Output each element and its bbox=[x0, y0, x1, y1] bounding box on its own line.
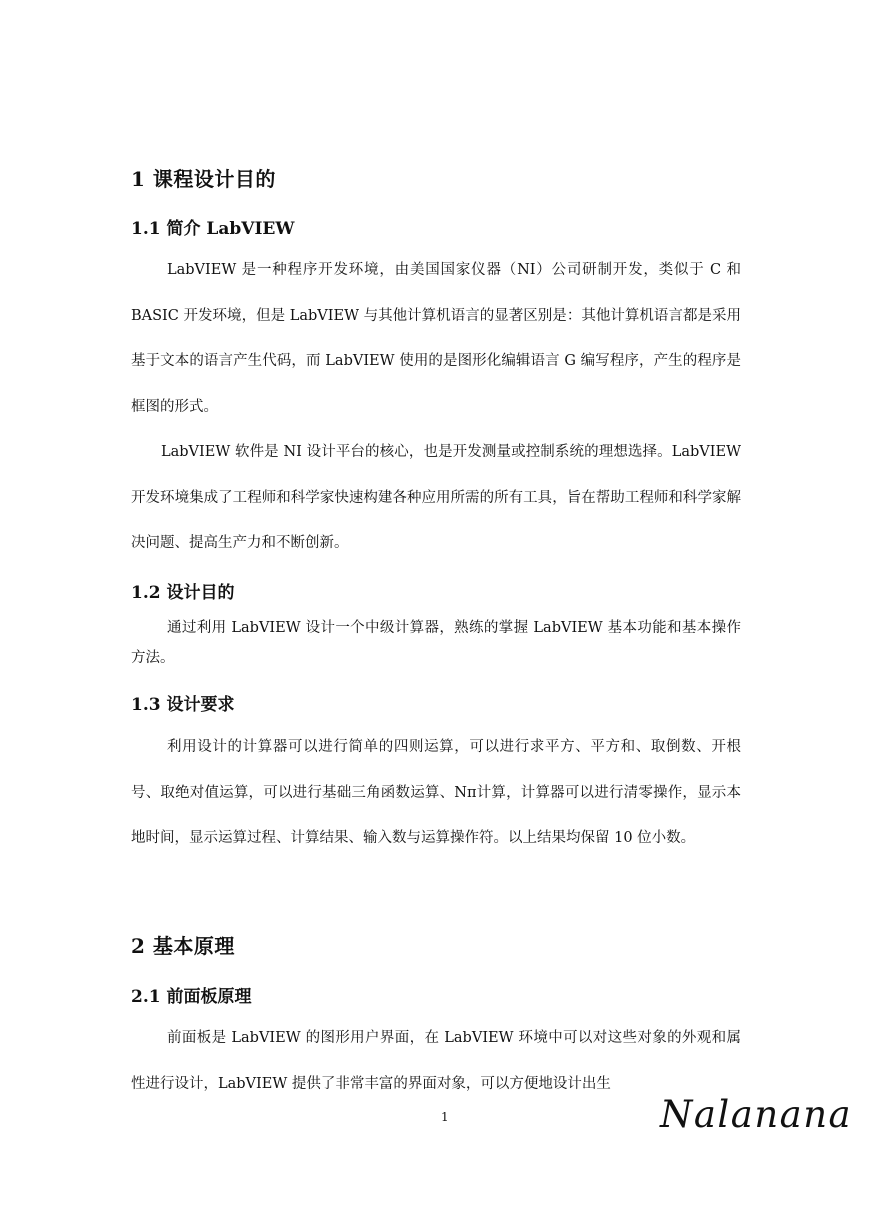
watermark-signature: Nalanana bbox=[660, 1093, 853, 1136]
section-1-1-paragraph-2: LabVIEW 软件是 NI 设计平台的核心，也是开发测量或控制系统的理想选择。LabVIEW 开发环境集成了工程师和科学家快速构建各种应用所需的所有工具，旨在帮助工程师和科学家解决问题、提高生产力和不断创新。 bbox=[131, 444, 741, 551]
page-number: 1 bbox=[441, 1110, 449, 1124]
section-2-heading: 2 基本原理 bbox=[131, 934, 235, 958]
section-1-1-heading: 1.1 简介 LabVIEW bbox=[131, 219, 295, 239]
section-1-2-paragraph: 通过利用 LabVIEW 设计一个中级计算器，熟练的掌握 LabVIEW 基本功能和基本操作方法。 bbox=[131, 620, 741, 666]
section-1-3-heading: 1.3 设计要求 bbox=[131, 695, 235, 715]
section-1-heading: 1 课程设计目的 bbox=[131, 167, 276, 191]
section-2-1-paragraph: 前面板是 LabVIEW 的图形用户界面，在 LabVIEW 环境中可以对这些对象的外观和属性进行设计，LabVIEW 提供了非常丰富的界面对象，可以方便地设计出生 bbox=[131, 1030, 741, 1092]
section-1-2-heading: 1.2 设计目的 bbox=[131, 583, 235, 603]
section-1-1-paragraph-1: LabVIEW 是一种程序开发环境，由美国国家仪器（NI）公司研制开发，类似于 C 和 BASIC 开发环境，但是 LabVIEW 与其他计算机语言的显著区别是：其他计算机语言都是采用基于文本的语言产生代码，而 LabVIEW 使用的是图形化编辑语言 G 编写程序，产生的程序是框图的形式。 bbox=[131, 262, 741, 415]
section-2-1-heading: 2.1 前面板原理 bbox=[131, 987, 252, 1007]
section-1-3-paragraph: 利用设计的计算器可以进行简单的四则运算，可以进行求平方、平方和、取倒数、开根号、取绝对值运算，可以进行基础三角函数运算、Nπ计算，计算器可以进行清零操作，显示本地时间，显示运算过程、计算结果、输入数与运算操作符。以上结果均保留 10 位小数。 bbox=[131, 739, 741, 846]
